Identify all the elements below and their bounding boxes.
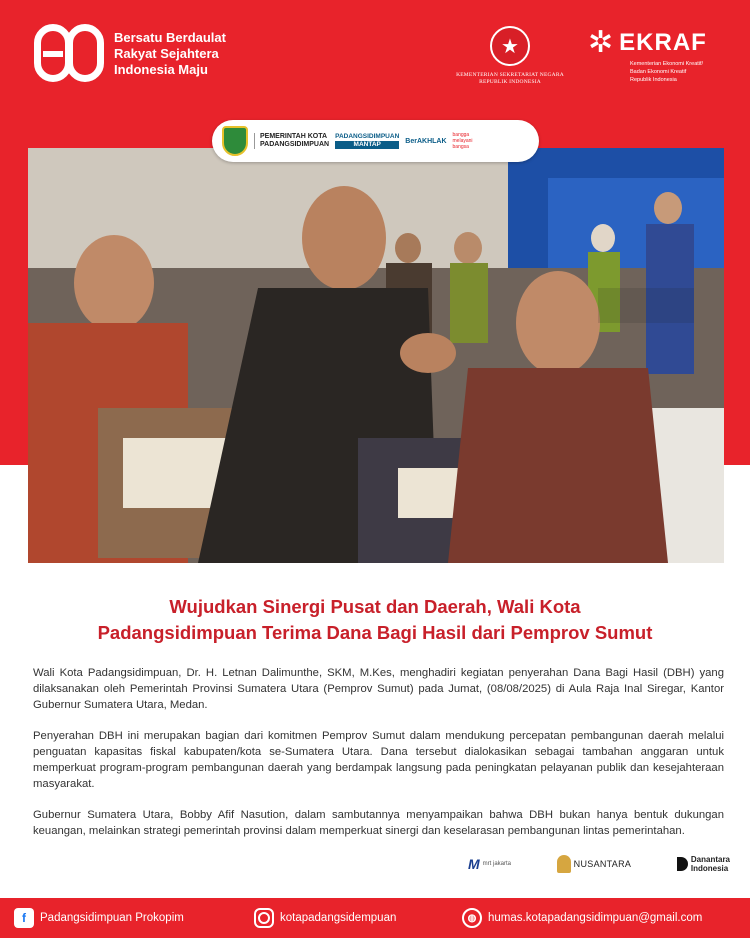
tagline-line-3: Indonesia Maju xyxy=(114,62,208,77)
headline-line-2: Padangsidimpuan Terima Dana Bagi Hasil dari Pemprov Sumut xyxy=(97,622,653,643)
ministry-name-line-2: REPUBLIK INDONESIA xyxy=(479,79,541,85)
star-emblem-icon: ★ xyxy=(490,26,530,66)
nusantara-label: NUSANTARA xyxy=(573,859,632,869)
ekraf-sub-line-3: Republik Indonesia xyxy=(630,77,677,83)
globe-icon: ◍ xyxy=(462,908,482,928)
mrt-jakarta-logo xyxy=(468,856,511,872)
instagram-label: kotapadangsidempuan xyxy=(280,912,397,924)
mantap-bottom-label: MANTAP xyxy=(335,141,399,149)
ekraf-wordmark: EKRAF xyxy=(619,29,707,56)
padangsidimpuan-crest-icon xyxy=(222,126,248,156)
anniversary-tagline xyxy=(114,30,226,78)
pemkot-line-1: PEMERINTAH KOTA xyxy=(260,133,328,140)
bangga-line-2: melayani xyxy=(452,138,473,144)
danantara-logo xyxy=(677,855,730,873)
danantara-label xyxy=(691,855,730,873)
berakhlak-logo: BerAKHLAK xyxy=(405,137,447,145)
ekraf-sub-line-1: Kementerian Ekonomi Kreatif/ xyxy=(630,61,704,67)
bangga-line-1: bangga xyxy=(452,132,470,138)
email-label: humas.kotapadangsidimpuan@gmail.com xyxy=(488,912,703,924)
instagram-icon xyxy=(254,908,274,928)
ekraf-logo xyxy=(588,26,707,84)
article-paragraph-1: Wali Kota Padangsidimpuan, Dr. H. Letnan Dalimunthe, SKM, M.Kes, menghadiri kegiatan penyerahan Dana Bagi Hasil (DBH) yang dilaksanakan oleh Pemerintah Provinsi Sumatera Utara (Pemprov Sumut) pada Jumat, (08/08/2025) di Aula Raja Inal Siregar, Kantor Gubernur Sumatera Utara, Medan. xyxy=(33,667,724,711)
nusantara-icon xyxy=(557,855,571,873)
anniversary-80-logo xyxy=(34,24,226,84)
mantap-top-label: PADANGSIDIMPUAN xyxy=(335,133,400,140)
mrt-icon: M xyxy=(468,856,480,872)
social-footer xyxy=(0,898,750,938)
ekraf-sub-line-2: Badan Ekonomi Kreatif xyxy=(630,69,687,75)
article-body xyxy=(33,665,724,854)
facebook-label: Padangsidimpuan Prokopim xyxy=(40,912,184,924)
danantara-line-2: Indonesia xyxy=(690,864,729,873)
mrt-label: mrt jakarta xyxy=(482,861,512,867)
tagline-line-2: Rakyat Sejahtera xyxy=(114,46,219,61)
tagline-line-1: Bersatu Berdaulat xyxy=(114,30,226,45)
article-paragraph-2: Penyerahan DBH ini merupakan bagian dari komitmen Pemprov Sumut dalam mendukung percepatan pembangunan daerah melalui penguatan kapasitas fiskal kabupaten/kota se-Sumatera Utara. Dana tersebut dialokasikan sebagai tambahan anggaran untuk memperkuat program-program pembangunan daerah yang berdampak langsung pada peningkatan pelayanan publik dan kesejahteraan masyarakat. xyxy=(33,730,724,790)
ministry-seal-logo xyxy=(445,26,575,86)
danantara-icon xyxy=(677,857,688,871)
article-paragraph-3: Gubernur Sumatera Utara, Bobby Afif Nasution, dalam sambutannya menyampaikan bahwa DBH bukan hanya bentuk dukungan keuangan, melainkan strategi pemerintah provinsi dalam memperkuat sinergi dan keselarasan pembangunan lintas pemerintahan. xyxy=(33,809,724,837)
bangga-line-3: bangsa xyxy=(452,144,469,150)
ministry-name-line-1: KEMENTERIAN SEKRETARIAT NEGARA xyxy=(456,72,564,78)
sponsor-logos xyxy=(468,850,730,878)
mantap-logo xyxy=(335,133,399,149)
pemkot-label xyxy=(254,133,329,149)
headline-line-1: Wujudkan Sinergi Pusat dan Daerah, Wali Kota xyxy=(169,596,581,617)
email-link[interactable] xyxy=(462,908,702,928)
facebook-link[interactable] xyxy=(14,908,184,928)
anniversary-number-mark xyxy=(34,24,106,84)
facebook-icon: f xyxy=(14,908,34,928)
instagram-link[interactable] xyxy=(254,908,396,928)
partner-logo-bar xyxy=(212,120,539,162)
event-photo xyxy=(28,148,724,563)
pemkot-line-2: PADANGSIDIMPUAN xyxy=(260,141,330,148)
danantara-line-1: Danantara xyxy=(690,855,730,864)
nusantara-logo xyxy=(557,855,632,873)
bangga-melayani-logo xyxy=(453,132,473,150)
ekraf-flower-icon: ✲ xyxy=(588,26,614,59)
article-headline xyxy=(20,594,730,646)
